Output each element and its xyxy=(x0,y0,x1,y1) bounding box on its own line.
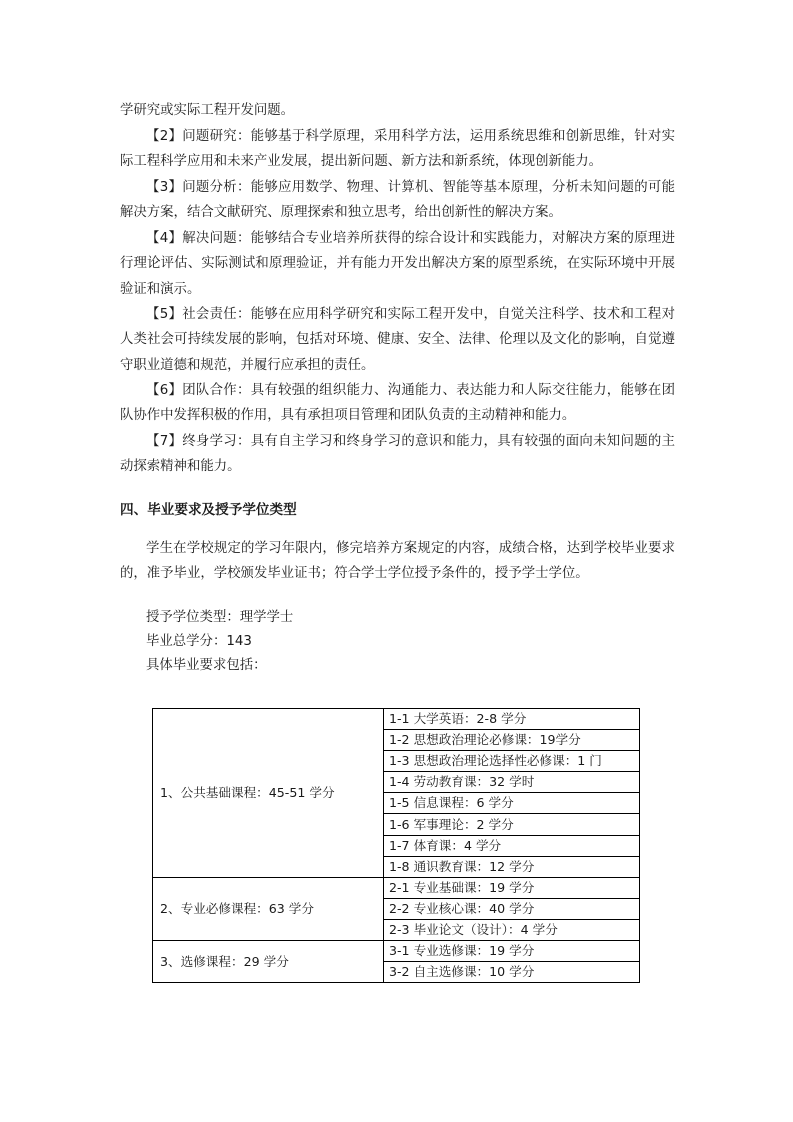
section-intro: 学生在学校规定的学习年限内，修完培养方案规定的内容，成绩合格，达到学校毕业要求的，准予毕业，学校颁发毕业证书；符合学士学位授予条件的，授予学士学位。 xyxy=(120,541,675,582)
paragraph-item-6: 【6】团队合作：具有较强的组织能力、沟通能力、表达能力和人际交往能力，能够在团队协作中发挥积极的作用，具有承担项目管理和团队负责的主动精神和能力。 xyxy=(120,383,675,424)
table-row xyxy=(153,709,640,730)
degree-type-line: 授予学位类型：理学学士 xyxy=(146,610,294,625)
table-cell-item: 2-1 专业基础课：19 学分 xyxy=(384,877,640,898)
total-credits-line: 毕业总学分：143 xyxy=(146,634,252,649)
requirements-intro: 具体毕业要求包括： xyxy=(146,658,267,673)
paragraph-item-7: 【7】终身学习：具有自主学习和终身学习的意识和能力，具有较强的面向未知问题的主动探索精神和能力。 xyxy=(120,434,675,475)
paragraph-continuation: 学研究或实际工程开发问题。 xyxy=(120,103,295,118)
category-major-required: 2、专业必修课程：63 学分 xyxy=(153,877,384,940)
table-row xyxy=(153,941,640,962)
requirements-table xyxy=(152,708,640,983)
table-cell-item: 3-1 专业选修课：19 学分 xyxy=(384,941,640,962)
category-public-basic: 1、公共基础课程：45-51 学分 xyxy=(153,709,384,878)
paragraph-item-2: 【2】问题研究：能够基于科学原理，采用科学方法，运用系统思维和创新思维，针对实际工程科学应用和未来产业发展，提出新问题、新方法和新系统，体现创新能力。 xyxy=(120,129,675,170)
table-cell-item: 3-2 自主选修课：10 学分 xyxy=(384,962,640,983)
paragraph-item-5: 【5】社会责任：能够在应用科学研究和实际工程开发中，自觉关注科学、技术和工程对人类社会可持续发展的影响，包括对环境、健康、安全、法律、伦理以及文化的影响，自觉遵守职业道德和规范，并履行应承担的责任。 xyxy=(120,307,675,373)
section-heading: 四、毕业要求及授予学位类型 xyxy=(120,502,297,518)
table-cell-item: 2-3 毕业论文（设计）：4 学分 xyxy=(384,919,640,940)
table-cell-item: 1-8 通识教育课：12 学分 xyxy=(384,856,640,877)
table-cell-item: 1-1 大学英语：2-8 学分 xyxy=(384,709,640,730)
table-cell-item: 1-3 思想政治理论选择性必修课：1 门 xyxy=(384,751,640,772)
table-cell-item: 1-6 军事理论：2 学分 xyxy=(384,814,640,835)
table-cell-item: 1-5 信息课程：6 学分 xyxy=(384,793,640,814)
category-electives: 3、选修课程：29 学分 xyxy=(153,941,384,983)
table-cell-item: 1-2 思想政治理论必修课：19学分 xyxy=(384,730,640,751)
table-cell-item: 1-4 劳动教育课：32 学时 xyxy=(384,772,640,793)
table-cell-item: 2-2 专业核心课：40 学分 xyxy=(384,898,640,919)
paragraph-item-4: 【4】解决问题：能够结合专业培养所获得的综合设计和实践能力，对解决方案的原理进行理论评估、实际测试和原理验证，并有能力开发出解决方案的原型系统，在实际环境中开展验证和演示。 xyxy=(120,231,675,297)
paragraph-item-3: 【3】问题分析：能够应用数学、物理、计算机、智能等基本原理，分析未知问题的可能解决方案，结合文献研究、原理探索和独立思考，给出创新性的解决方案。 xyxy=(120,180,675,221)
table-cell-item: 1-7 体育课：4 学分 xyxy=(384,835,640,856)
table-row xyxy=(153,877,640,898)
